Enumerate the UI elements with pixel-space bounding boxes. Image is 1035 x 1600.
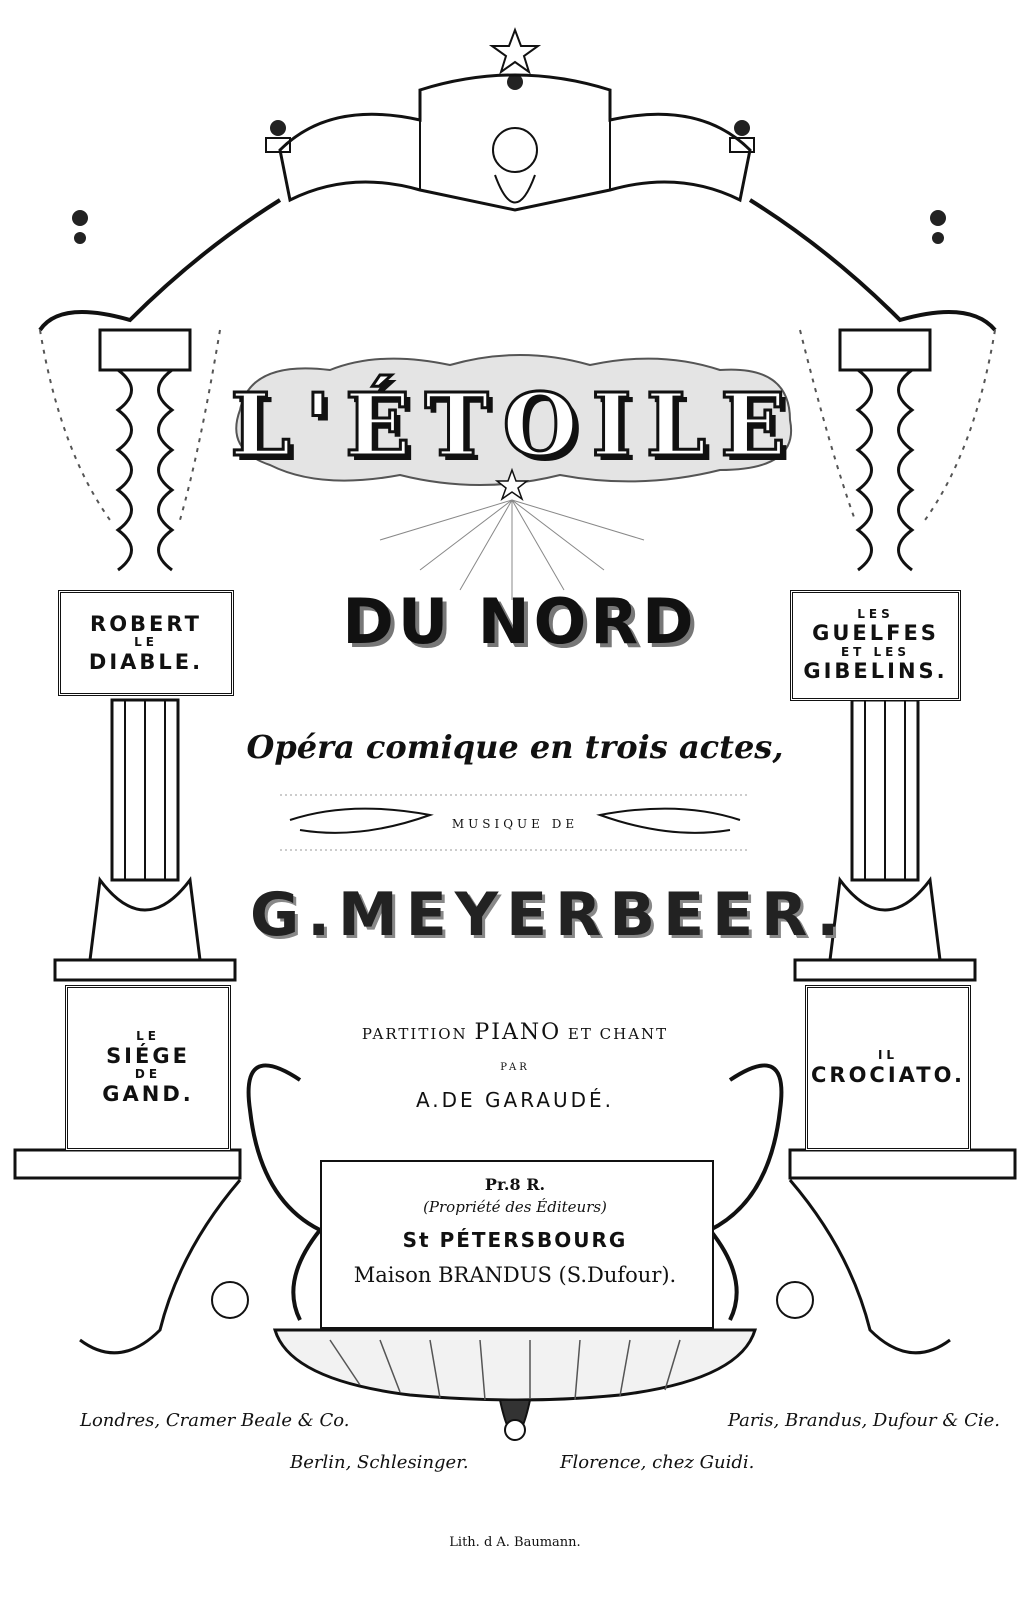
star-icon	[492, 30, 538, 72]
instrument-label: PIANO	[474, 1020, 562, 1045]
panel-text: IL	[877, 1048, 899, 1063]
subtitle: Opéra comique en trois actes,	[246, 728, 784, 766]
partition-line	[300, 1020, 730, 1045]
property-notice: (Propriété des Éditeurs)	[423, 1198, 607, 1216]
title-line-2: DU NORD	[342, 585, 698, 658]
panel-text: GAND.	[102, 1081, 194, 1106]
panel-text: CROCIATO.	[811, 1062, 965, 1087]
publisher-paris: Paris, Brandus, Dufour & Cie.	[727, 1410, 1000, 1431]
panel-text: LE	[134, 635, 158, 650]
partition-label-after: ET CHANT	[567, 1025, 669, 1043]
arranger-name: A.DE GARAUDÉ.	[415, 1088, 615, 1112]
partition-label: PARTITION	[361, 1025, 468, 1043]
city: St PÉTERSBOURG	[402, 1228, 628, 1252]
price: Pr.8 R.	[484, 1175, 546, 1194]
title-line-1: L'ÉTOILE	[230, 375, 800, 476]
panel-text: DIABLE.	[88, 649, 204, 674]
panel-robert-le-diable	[58, 590, 234, 696]
panel-siege-de-gand	[65, 985, 231, 1151]
publisher-berlin: Berlin, Schlesinger.	[290, 1452, 469, 1473]
panel-text: ROBERT	[90, 611, 202, 636]
publisher-house: Maison BRANDUS (S.Dufour).	[353, 1263, 677, 1287]
lithographer: Lith. d A. Baumann.	[449, 1535, 581, 1550]
publisher-florence: Florence, chez Guidi.	[560, 1452, 755, 1473]
panel-text: GUELFES	[812, 621, 939, 646]
panel-text: DE	[134, 1067, 162, 1081]
panel-text: LE	[136, 1029, 160, 1044]
panel-guelfes-gibelins	[790, 590, 961, 701]
musique-de: MUSIQUE DE	[451, 817, 579, 831]
panel-text: LES	[857, 606, 894, 621]
panel-text: GIBELINS.	[803, 659, 948, 684]
panel-text: SIÉGE	[106, 1043, 190, 1068]
composer-name: G.MEYERBEER.	[250, 880, 848, 950]
panel-il-crociato	[805, 985, 971, 1151]
publisher-london: Londres, Cramer Beale & Co.	[80, 1410, 350, 1431]
par-label: PAR	[500, 1062, 530, 1073]
panel-text: ET LES	[840, 644, 911, 659]
